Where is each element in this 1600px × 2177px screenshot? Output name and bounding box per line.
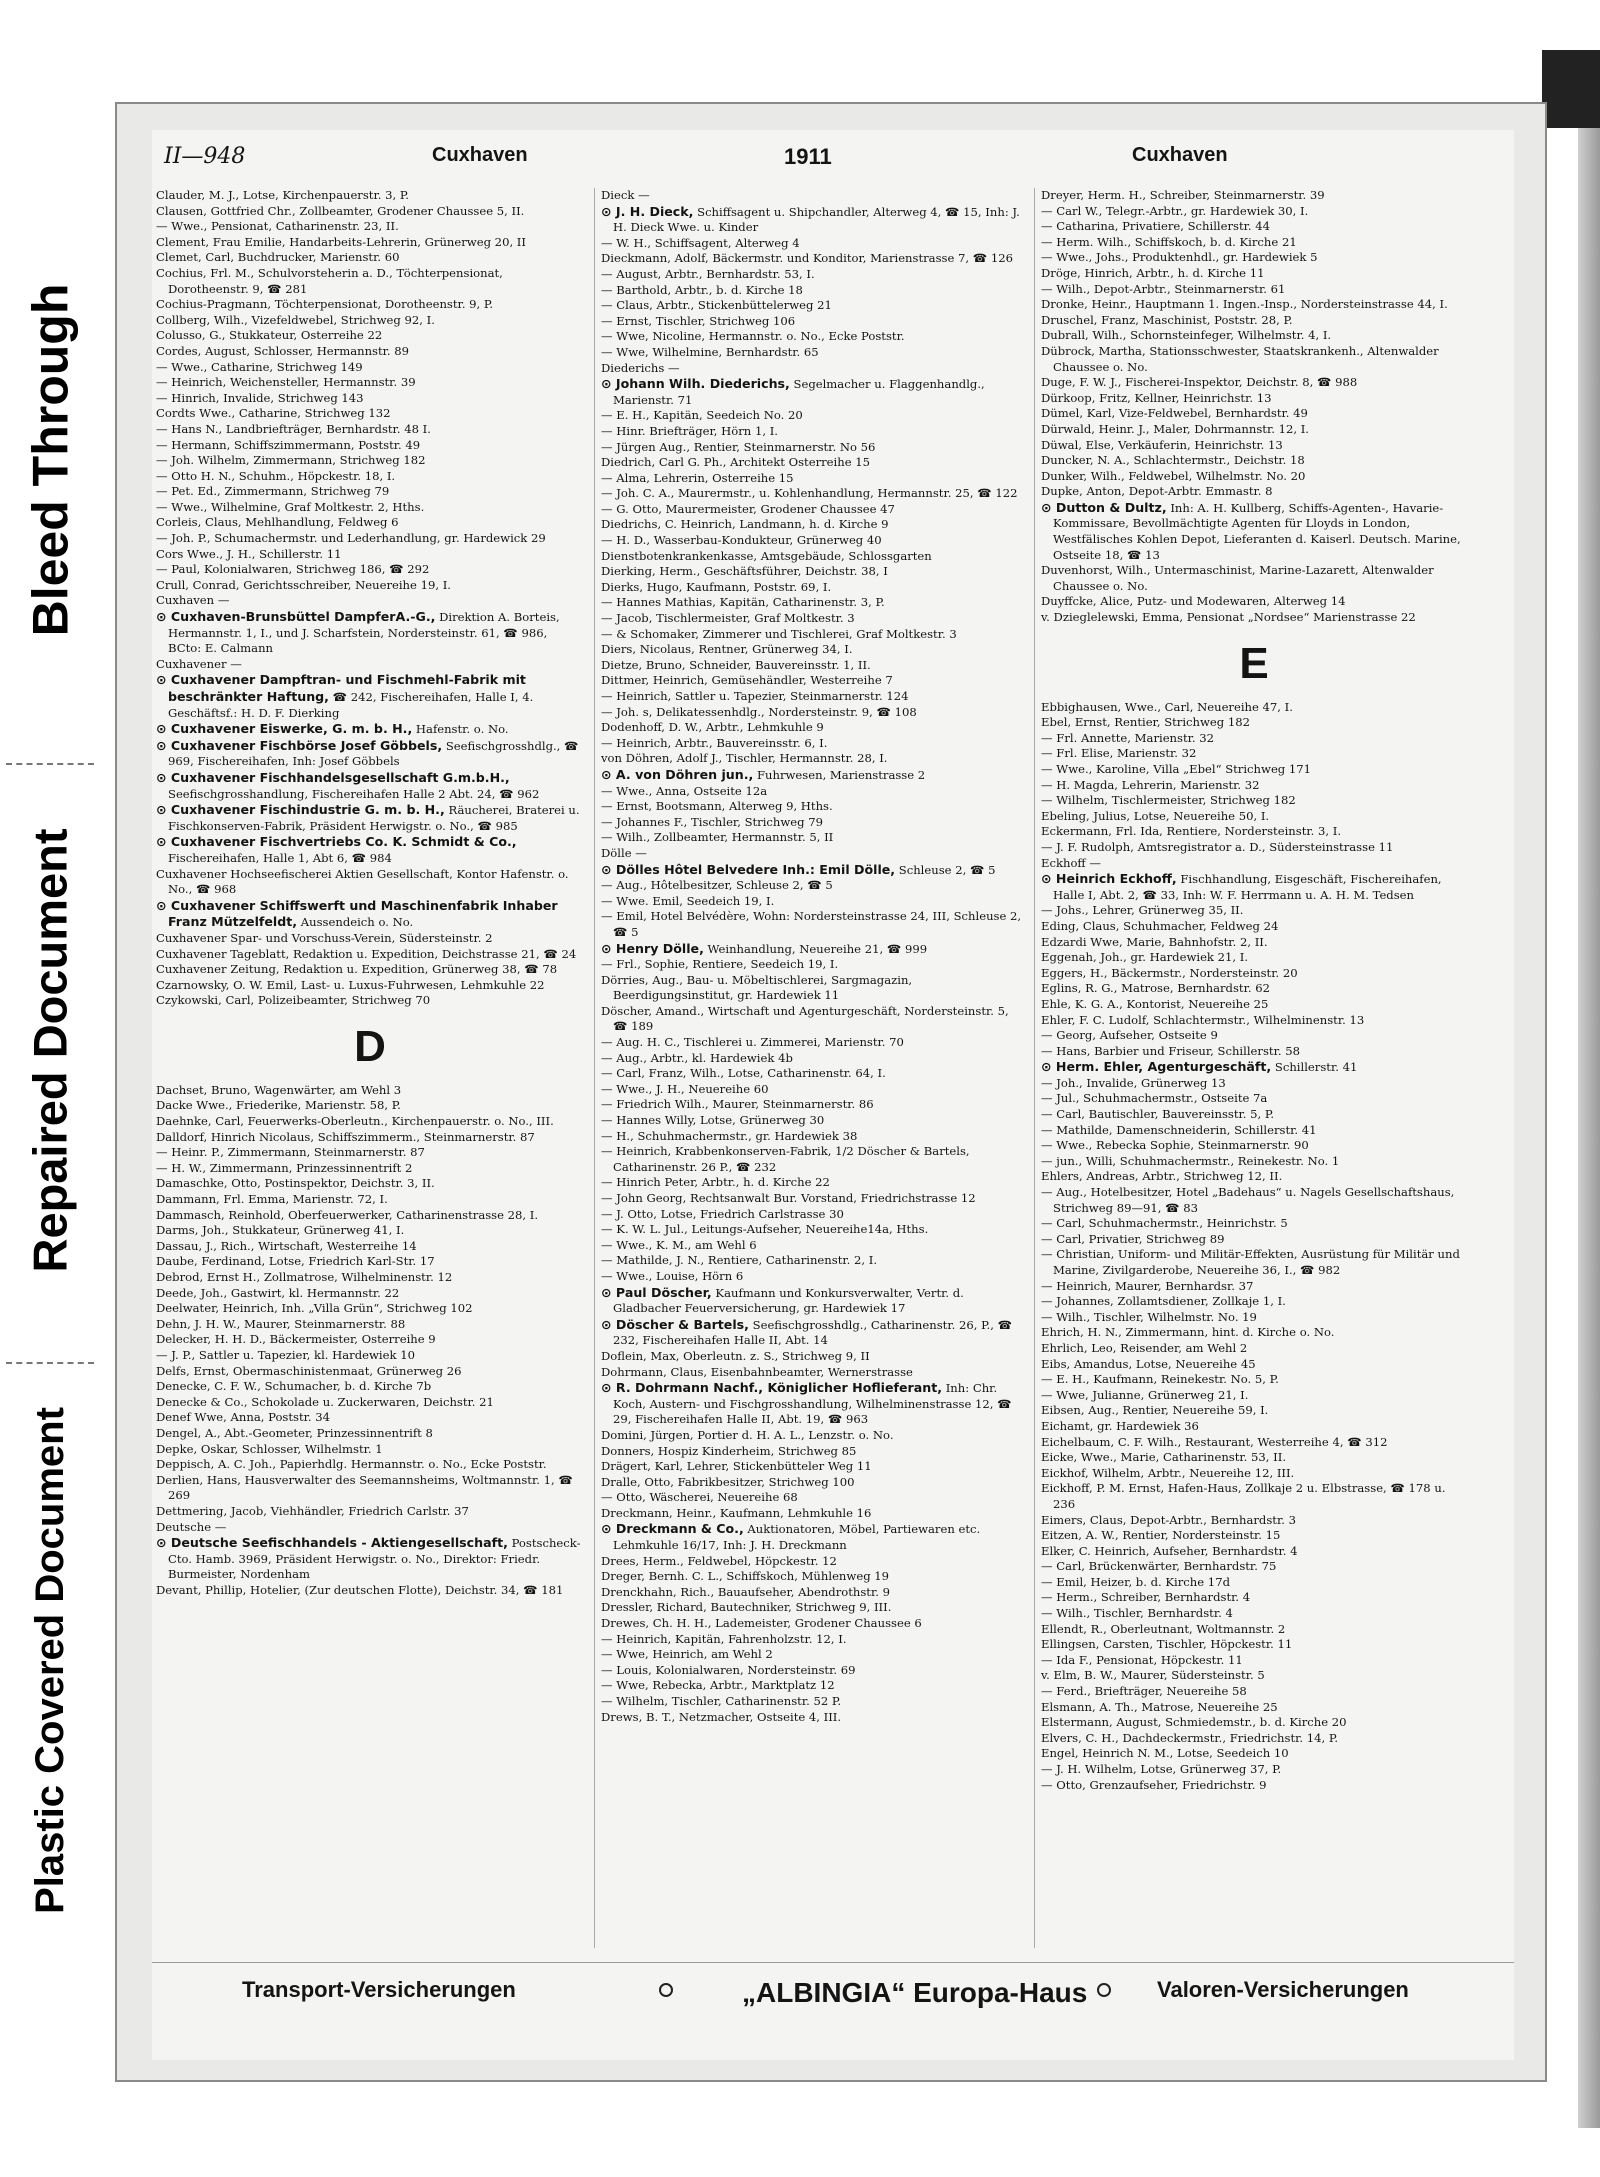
directory-entry: — Carl W., Telegr.-Arbtr., gr. Hardewiek 30, I. <box>1041 203 1309 218</box>
directory-entry: ⊙ Cuxhavener Fischbörse Josef Göbbels, Seefischgrosshdlg., ☎ 969, Fischereihafen, Inh: Josef Göbbels <box>156 737 579 769</box>
directory-entry: — Joh., Invalide, Grünerweg 13 <box>1041 1075 1226 1090</box>
directory-entry: Dieck — <box>601 188 650 202</box>
directory-entry: ⊙ Döscher & Bartels, Seefischgrosshdlg., Catharinenstr. 26, P., ☎ 232, Fischereihafen Halle II, Abt. 14 <box>601 1316 1013 1348</box>
directory-entry: — Carl, Bautischler, Bauvereinsstr. 5, P. <box>1041 1107 1275 1122</box>
directory-entry: — Paul, Kolonialwaren, Strichweg 186, ☎ 292 <box>156 562 430 577</box>
directory-entry: — Johannes, Zollamtsdiener, Zollkaje 1, I. <box>1041 1294 1286 1309</box>
directory-entry: ⊙ Dreckmann & Co., Auktionatoren, Möbel, Partiewaren etc. Lehmkuhle 16/17, Inh: J. H. Dreckmann <box>601 1521 981 1553</box>
directory-entry: Daube, Ferdinand, Lotse, Friedrich Karl-Str. 17 <box>156 1254 435 1269</box>
directory-entry: — Aug. H. C., Tischlerei u. Zimmerei, Marienstr. 70 <box>601 1035 904 1050</box>
directory-entry: Duge, F. W. J., Fischerei-Inspektor, Deichstr. 8, ☎ 988 <box>1041 375 1358 390</box>
directory-entry: Ebel, Ernst, Rentier, Strichweg 182 <box>1041 715 1251 730</box>
directory-entry: ⊙ Heinrich Eckhoff, Fischhandlung, Eisgeschäft, Fischereihafen, Halle I, Abt. 2, ☎ 33, Inh: W. F. Herrmann u. A. H. M. Tedsen <box>1041 871 1442 902</box>
bleed-through-text: Bleed Through <box>22 283 79 637</box>
directory-entry: Eichamt, gr. Hardewiek 36 <box>1041 1418 1199 1433</box>
header-year: 1911 <box>784 144 832 169</box>
footer-transport: Transport-Versicherungen <box>242 1977 516 2002</box>
directory-entry: — Barthold, Arbtr., b. d. Kirche 18 <box>601 282 803 297</box>
directory-entry: ⊙ Johann Wilh. Diederichs, Segelmacher u. Flaggenhandlg., Marienstr. 71 <box>601 376 985 407</box>
directory-entry: Diederichs — <box>601 360 680 375</box>
scanned-page <box>152 130 1514 2060</box>
directory-entry: — Johs., Lehrer, Grünerweg 35, II. <box>1041 903 1244 918</box>
directory-entry: Ehlers, Andreas, Arbtr., Strichweg 12, II. <box>1041 1169 1283 1184</box>
directory-entry: Cordts Wwe., Catharine, Strichweg 132 <box>156 406 391 421</box>
directory-entry: — Friedrich Wilh., Maurer, Steinmarnerstr. 86 <box>601 1097 874 1112</box>
directory-entry: — Ferd., Briefträger, Neuereihe 58 <box>1041 1684 1247 1699</box>
directory-entry: Dammann, Frl. Emma, Marienstr. 72, I. <box>156 1192 388 1207</box>
directory-entry: Dronke, Heinr., Hauptmann 1. Ingen.-Insp., Nordersteinstrasse 44, I. <box>1041 297 1448 312</box>
directory-entry: — Heinrich, Krabbenkonserven-Fabrik, 1/2 Döscher & Bartels, Catharinenstr. 26 P., ☎ 232 <box>601 1144 970 1174</box>
directory-entry: ⊙ A. von Döhren jun., Fuhrwesen, Marienstrasse 2 <box>601 766 926 782</box>
directory-entry: Eibs, Amandus, Lotse, Neuereihe 45 <box>1041 1356 1256 1371</box>
directory-entry: Darms, Joh., Stukkateur, Grünerweg 41, I. <box>156 1223 405 1238</box>
directory-entry: Crull, Conrad, Gerichtsschreiber, Neuereihe 19, I. <box>156 577 451 592</box>
directory-entry: — Wwe., Johs., Produktenhdl., gr. Hardewiek 5 <box>1041 250 1318 265</box>
directory-entry: — Jacob, Tischlermeister, Graf Moltkestr. 3 <box>601 611 855 626</box>
directory-entry: Elvers, C. H., Dachdeckermstr., Friedrichstr. 14, P. <box>1041 1730 1339 1745</box>
directory-column-1 <box>156 188 584 1948</box>
directory-entry: — J. F. Rudolph, Amtsregistrator a. D., Südersteinstrasse 11 <box>1041 839 1394 854</box>
directory-entry: — Wwe., Louise, Hörn 6 <box>601 1268 744 1283</box>
directory-entry: Delfs, Ernst, Obermaschinistenmaat, Grünerweg 26 <box>156 1363 462 1378</box>
scan-edge-mark <box>1542 50 1600 128</box>
directory-entry: — Pet. Ed., Zimmermann, Strichweg 79 <box>156 484 390 499</box>
directory-entry: — Otto H. N., Schuhm., Höpckestr. 18, I. <box>156 468 396 483</box>
directory-entry: Damaschke, Otto, Postinspektor, Deichstr. 3, II. <box>156 1176 435 1191</box>
directory-entry: — Carl, Privatier, Strichweg 89 <box>1041 1231 1225 1246</box>
directory-entry: Derlien, Hans, Hausverwalter des Seemannsheims, Woltmannstr. 1, ☎ 269 <box>156 1472 573 1503</box>
directory-entry: — Wilh., Depot-Arbtr., Steinmarnerstr. 61 <box>1041 281 1286 296</box>
directory-entry: — Heinrich, Kapitän, Fahrenholzstr. 12, I. <box>601 1631 847 1646</box>
directory-entry: — jun., Willi, Schuhmachermstr., Reinekestr. No. 1 <box>1041 1153 1340 1168</box>
directory-entry: — Aug., Hotelbesitzer, Hotel „Badehaus“ u. Nagels Gesellschaftshaus, Strichweg 89—91, ☎ 83 <box>1041 1185 1455 1215</box>
directory-entry: — Wilh., Zollbeamter, Hermannstr. 5, II <box>601 830 834 845</box>
directory-entry: Eglins, R. G., Matrose, Bernhardstr. 62 <box>1041 981 1270 996</box>
directory-entry: Dachset, Bruno, Wagenwärter, am Wehl 3 <box>156 1082 402 1097</box>
directory-entry: Düwal, Else, Verkäuferin, Heinrichstr. 13 <box>1041 437 1283 452</box>
directory-entry: — Heinrich, Maurer, Bernhardsr. 37 <box>1041 1278 1254 1293</box>
directory-entry: Deelwater, Heinrich, Inh. „Villa Grün“, Strichweg 102 <box>156 1301 473 1316</box>
directory-entry: ⊙ Cuxhavener Schiffswerft und Maschinenfabrik Inhaber Franz Mützelfeldt, Aussendeich o. No. <box>156 897 558 930</box>
directory-entry: Donners, Hospiz Kinderheim, Strichweg 85 <box>601 1443 857 1458</box>
directory-entry: — Ida F., Pensionat, Höpckestr. 11 <box>1041 1652 1243 1667</box>
directory-entry: — Heinrich, Sattler u. Tapezier, Steinmarnerstr. 124 <box>601 689 909 703</box>
directory-entry: — Wwe., K. M., am Wehl 6 <box>601 1237 757 1252</box>
directory-entry: — Ernst, Tischler, Strichweg 106 <box>601 313 796 328</box>
directory-entry: Dressler, Richard, Bautechniker, Strichweg 9, III. <box>601 1600 892 1615</box>
directory-entry: Dierks, Hugo, Kaufmann, Poststr. 69, I. <box>601 579 832 594</box>
directory-entry: — Wwe. Emil, Seedeich 19, I. <box>601 893 775 908</box>
directory-entry: Denecke & Co., Schokolade u. Zuckerwaren, Deichstr. 21 <box>156 1394 494 1409</box>
directory-entry: — Emil, Hotel Belvédère, Wohn: Nordersteinstrasse 24, III, Schleuse 2, ☎ 5 <box>601 909 1022 939</box>
directory-entry: — August, Arbtr., Bernhardstr. 53, I. <box>601 266 815 281</box>
directory-entry: Eding, Claus, Schuhmacher, Feldweg 24 <box>1041 918 1279 933</box>
directory-entry: — Johannes F., Tischler, Strichweg 79 <box>601 814 824 829</box>
directory-entry: — Hans, Barbier und Friseur, Schillerstr. 58 <box>1041 1043 1300 1058</box>
directory-entry: Cuxhavener — <box>156 656 242 671</box>
directory-entry: — K. W. L. Jul., Leitungs-Aufseher, Neuereihe14a, Hths. <box>601 1222 929 1237</box>
directory-entry: Clemet, Carl, Buchdrucker, Marienstr. 60 <box>156 250 400 265</box>
directory-entry: — Wwe, Rebecka, Arbtr., Marktplatz 12 <box>601 1678 835 1693</box>
directory-entry: Ellendt, R., Oberleutnant, Woltmannstr. 2 <box>1041 1621 1286 1636</box>
directory-entry: — Wwe., Rebecka Sophie, Steinmarnerstr. 90 <box>1041 1138 1309 1153</box>
directory-entry: — Wwe., Pensionat, Catharinenstr. 23, II. <box>156 219 399 234</box>
directory-entry: — Wwe, Heinrich, am Wehl 2 <box>601 1647 773 1662</box>
directory-entry: — Joh. s, Delikatessenhdlg., Nordersteinstr. 9, ☎ 108 <box>601 704 917 719</box>
section-letter: E <box>1239 638 1269 688</box>
directory-entry: Eickhof, Wilhelm, Arbtr., Neuereihe 12, III. <box>1041 1465 1295 1480</box>
directory-entry: Eimers, Claus, Depot-Arbtr., Bernhardstr. 3 <box>1041 1512 1296 1527</box>
advertisement-footer <box>152 1962 1514 2023</box>
directory-entry: — Aug., Arbtr., kl. Hardewiek 4b <box>601 1050 793 1065</box>
directory-entry: Dreger, Bernh. C. L., Schiffskoch, Mühlenweg 19 <box>601 1569 890 1584</box>
directory-entry: — Wwe, Nicoline, Hermannstr. o. No., Ecke Poststr. <box>601 329 905 344</box>
directory-entry: Drewes, Ch. H. H., Lademeister, Grodener Chaussee 6 <box>601 1616 922 1631</box>
directory-entry: Druschel, Franz, Maschinist, Poststr. 28, P. <box>1041 312 1293 327</box>
directory-entry: — W. H., Schiffsagent, Alterweg 4 <box>601 235 800 250</box>
page-number: II—948 <box>164 144 246 169</box>
directory-entry: Czykowski, Carl, Polizeibeamter, Strichweg 70 <box>156 993 431 1008</box>
directory-entry: Dübrock, Martha, Stationsschwester, Staatskrankenh., Altenwalder Chaussee o. No. <box>1041 343 1439 374</box>
directory-entry: — Georg, Aufseher, Ostseite 9 <box>1041 1028 1218 1043</box>
repaired-document-label <box>0 780 100 1320</box>
directory-entry: Dammasch, Reinhold, Oberfeuerwerker, Catharinenstrasse 28, I. <box>156 1207 539 1222</box>
directory-entry: — Joh. P., Schumachermstr. und Lederhandlung, gr. Hardewick 29 <box>156 531 546 546</box>
directory-entry: — Hannes Willy, Lotse, Grünerweg 30 <box>601 1113 825 1128</box>
directory-entry: — Alma, Lehrerin, Osterreihe 15 <box>601 470 794 485</box>
directory-entry: Cuxhavener Tageblatt, Redaktion u. Expedition, Deichstrasse 21, ☎ 24 <box>156 946 577 961</box>
directory-entry: Dreckmann, Heinr., Kaufmann, Lehmkuhle 16 <box>601 1505 872 1520</box>
directory-entry: — John Georg, Rechtsanwalt Bur. Vorstand, Friedrichstrasse 12 <box>601 1191 976 1205</box>
directory-entry: Clement, Frau Emilie, Handarbeits-Lehrerin, Grünerweg 20, II <box>156 234 526 249</box>
directory-entry: — Wilh., Tischler, Wilhelmstr. No. 19 <box>1041 1309 1257 1324</box>
directory-entry: — Aug., Hôtelbesitzer, Schleuse 2, ☎ 5 <box>601 878 833 893</box>
directory-entry: Dubrall, Wilh., Schornsteinfeger, Wilhelmstr. 4, I. <box>1041 328 1332 343</box>
directory-entry: — Carl, Franz, Wilh., Lotse, Catharinenstr. 64, I. <box>601 1066 886 1081</box>
directory-entry: Cochius, Frl. M., Schulvorsteherin a. D., Töchterpensionat, Dorotheenstr. 9, ☎ 281 <box>156 265 503 296</box>
directory-entry: Dassau, J., Rich., Wirtschaft, Westerreihe 14 <box>156 1238 417 1253</box>
directory-entry: ⊙ Deutsche Seefischhandels - Aktiengesellschaft, Postscheck-Cto. Hamb. 3969, Präsident Herwigstr. o. No., Direktor: Friedr. Burmeister, Nordenham <box>156 1535 581 1582</box>
bullet-ring-icon <box>1097 1983 1111 1997</box>
directory-entry: ⊙ Henry Dölle, Weinhandlung, Neuereihe 21, ☎ 999 <box>601 940 928 956</box>
directory-entry: Drenckhahn, Rich., Bauaufseher, Abendrothstr. 9 <box>601 1584 890 1599</box>
directory-entry: — Mathilde, Damenschneiderin, Schillerstr. 41 <box>1041 1122 1317 1137</box>
directory-entry: Dölle — <box>601 845 647 860</box>
directory-entry: — Claus, Arbtr., Stickenbüttelerweg 21 <box>601 298 832 313</box>
directory-entry: ⊙ Cuxhavener Fischvertriebs Co. K. Schmidt & Co., Fischereihafen, Halle 1, Abt 6, ☎ 984 <box>156 834 517 865</box>
directory-entry: — Carl, Schuhmachermstr., Heinrichstr. 5 <box>1041 1216 1288 1231</box>
directory-entry: ⊙ Cuxhavener Fischindustrie G. m. b. H., Räucherei, Braterei u. Fischkonserven-Fabrik, Präsident Herwigstr. o. No., ☎ 985 <box>156 802 580 833</box>
directory-entry: v. Dzieglelewski, Emma, Pensionat „Nordsee“ Marienstrasse 22 <box>1041 610 1416 625</box>
directory-entry: Clauder, M. J., Lotse, Kirchenpauerstr. 3, P. <box>156 188 409 202</box>
directory-entry: Dietze, Bruno, Schneider, Bauvereinsstr. 1, II. <box>601 657 871 672</box>
directory-entry: — Mathilde, J. N., Rentiere, Catharinenstr. 2, I. <box>601 1253 878 1268</box>
directory-entry: Eckhoff — <box>1041 855 1101 870</box>
directory-entry: Dunker, Wilh., Feldwebel, Wilhelmstr. No. 20 <box>1041 468 1306 483</box>
directory-entry: Deppisch, A. C. Joh., Papierhdlg. Hermannstr. o. No., Ecke Poststr. <box>156 1457 547 1472</box>
directory-entry: — Wwe., J. H., Neuereihe 60 <box>601 1081 769 1096</box>
directory-entry: Dettmering, Jacob, Viehhändler, Friedrich Carlstr. 37 <box>156 1503 469 1518</box>
directory-entry: — Hans N., Landbriefträger, Bernhardstr. 48 I. <box>156 421 431 436</box>
directory-entry: Eggers, H., Bäckermstr., Nordersteinstr. 20 <box>1041 965 1298 980</box>
footer-albingia: „ALBINGIA“ Europa-Haus <box>742 1977 1088 2008</box>
directory-entry: Cuxhavener Spar- und Vorschuss-Verein, Südersteinstr. 2 <box>156 930 493 945</box>
directory-entry: Colusso, G., Stukkateur, Osterreihe 22 <box>156 328 383 343</box>
directory-entry: Dürwald, Heinr. J., Maler, Dohrmannstr. 12, I. <box>1041 421 1309 436</box>
directory-entry: Ehler, F. C. Ludolf, Schlachtermstr., Wilhelminenstr. 13 <box>1041 1012 1365 1027</box>
directory-entry: — Emil, Heizer, b. d. Kirche 17d <box>1041 1574 1230 1589</box>
directory-entry: ⊙ Dutton & Dultz, Inh: A. H. Kullberg, Schiffs-Agenten-, Havarie-Kommissare, Bevollmächtigte Agenten für Lloyds in London, Westfälisches Kohlen Depot, Lieferanten d. Kaiserl. Deutsch. Marine, Ostseite 18, ☎ 13 <box>1041 499 1461 562</box>
directory-entry: — E. H., Kaufmann, Reinekestr. No. 5, P. <box>1041 1372 1279 1387</box>
directory-entry: — Heinrich, Arbtr., Bauvereinsstr. 6, I. <box>601 735 828 750</box>
directory-entry: — H. W., Zimmermann, Prinzessinnentrift 2 <box>156 1160 413 1175</box>
directory-entry: Dalldorf, Hinrich Nicolaus, Schiffszimmerm., Steinmarnerstr. 87 <box>156 1129 535 1144</box>
directory-entry: Daehnke, Carl, Feuerwerks-Oberleutn., Kirchenpauerstr. o. No., III. <box>156 1114 554 1129</box>
directory-entry: Eggenah, Joh., gr. Hardewiek 21, I. <box>1041 950 1249 965</box>
directory-entry: Dierking, Herm., Geschäftsführer, Deichstr. 38, I <box>601 564 888 579</box>
directory-entry: Czarnowsky, O. W. Emil, Last- u. Luxus-Fuhrwesen, Lehmkuhle 22 <box>156 977 545 992</box>
directory-entry: Cochius-Pragmann, Töchterpensionat, Dorotheenstr. 9, P. <box>156 297 494 312</box>
label-divider <box>6 1362 94 1364</box>
directory-column-2 <box>594 188 1026 1948</box>
directory-entry: Duyffcke, Alice, Putz- und Modewaren, Alterweg 14 <box>1041 594 1346 609</box>
directory-entry: — J. Otto, Lotse, Friedrich Carlstrasse 30 <box>601 1206 844 1221</box>
directory-entry: Clausen, Gottfried Chr., Zollbeamter, Grodener Chaussee 5, II. <box>156 203 525 218</box>
directory-entry: — Frl. Annette, Marienstr. 32 <box>1041 730 1215 745</box>
directory-entry: ⊙ R. Dohrmann Nachf., Königlicher Hoflieferant, Inh: Chr. Koch, Austern- und Fischgrosshandlung, Wilhelminenstrasse 12, ☎ 29, Fischereihafen Halle II, Abt. 19, ☎ 963 <box>601 1380 1012 1427</box>
directory-entry: Cordes, August, Schlosser, Hermannstr. 89 <box>156 343 410 358</box>
directory-entry: ⊙ Cuxhaven-Brunsbüttel DampferA.-G., Direktion A. Borteis, Hermannstr. 1, I., und J. Scharfstein, Nordersteinstr. 61, ☎ 986, BCto: E. Calmann <box>156 609 560 656</box>
directory-entry: Dacke Wwe., Friederike, Marienstr. 58, P. <box>156 1098 401 1113</box>
bullet-ring-icon <box>659 1983 673 1997</box>
directory-entry: — Herm., Schreiber, Bernhardstr. 4 <box>1041 1590 1251 1605</box>
directory-entry: Collberg, Wilh., Vizefeldwebel, Strichweg 92, I. <box>156 312 435 327</box>
directory-entry: — Wwe, Wilhelmine, Bernhardstr. 65 <box>601 344 819 359</box>
directory-entry: — Jürgen Aug., Rentier, Steinmarnerstr. No 56 <box>601 439 876 454</box>
directory-entry: ⊙ Cuxhavener Dampftran- und Fischmehl-Fabrik mit beschränkter Haftung, ☎ 242, Fischereihafen, Halle I, 4. Geschäftsf.: H. D. F. Dierking <box>156 672 534 720</box>
directory-entry: — Heinr. P., Zimmermann, Steinmarnerstr. 87 <box>156 1145 425 1160</box>
directory-entry: Dupke, Anton, Depot-Arbtr. Emmastr. 8 <box>1041 484 1273 499</box>
directory-entry: Dröge, Hinrich, Arbtr., h. d. Kirche 11 <box>1041 265 1265 280</box>
directory-entry: ⊙ J. H. Dieck, Schiffsagent u. Shipchandler, Alterweg 4, ☎ 15, Inh: J. H. Dieck Wwe. u. Kinder <box>601 203 1020 235</box>
directory-entry: Cuxhaven — <box>156 593 230 608</box>
directory-entry: Eitzen, A. W., Rentier, Nordersteinstr. 15 <box>1041 1528 1281 1543</box>
directory-entry: Ellingsen, Carsten, Tischler, Höpckestr. 11 <box>1041 1637 1293 1652</box>
bleed-through-label <box>0 200 100 720</box>
directory-entry: Cors Wwe., J. H., Schillerstr. 11 <box>156 546 342 561</box>
directory-entry: Ebeling, Julius, Lotse, Neuereihe 50, I. <box>1041 808 1270 823</box>
directory-entry: Denecke, C. F. W., Schumacher, b. d. Kirche 7b <box>156 1379 432 1394</box>
directory-entry: — Wwe., Anna, Ostseite 12a <box>601 783 768 798</box>
directory-entry: — Frl., Sophie, Rentiere, Seedeich 19, I. <box>601 957 839 972</box>
directory-entry: Denef Wwe, Anna, Poststr. 34 <box>156 1410 331 1425</box>
directory-entry: — Wwe., Catharine, Strichweg 149 <box>156 359 363 374</box>
directory-entry: Dörries, Aug., Bau- u. Möbeltischlerei, Sargmagazin, Beerdigungsinstitut, gr. Hardewiek 11 <box>601 972 913 1003</box>
directory-entry: — H., Schuhmachermstr., gr. Hardewiek 38 <box>601 1128 858 1143</box>
plastic-covered-label <box>0 1380 100 1940</box>
directory-entry: — E. H., Kapitän, Seedeich No. 20 <box>601 408 803 423</box>
directory-entry: Dürkoop, Fritz, Kellner, Heinrichstr. 13 <box>1041 390 1272 405</box>
directory-entry: — Hinr. Briefträger, Hörn 1, I. <box>601 423 778 438</box>
repaired-document-text: Repaired Document <box>23 828 77 1272</box>
directory-entry: Döscher, Amand., Wirtschaft und Agenturgeschäft, Nordersteinstr. 5, ☎ 189 <box>601 1003 1009 1034</box>
directory-entry: ⊙ Dölles Hôtel Belvedere Inh.: Emil Dölle, Schleuse 2, ☎ 5 <box>601 861 996 877</box>
directory-entry: — Hinrich, Invalide, Strichweg 143 <box>156 390 364 405</box>
directory-entry: Eickhoff, P. M. Ernst, Hafen-Haus, Zollkaje 2 u. Elbstrasse, ☎ 178 u. 236 <box>1041 1481 1446 1511</box>
directory-entry: Elstermann, August, Schmiedemstr., b. d. Kirche 20 <box>1041 1715 1347 1730</box>
label-divider <box>6 763 94 765</box>
directory-entry: Eibsen, Aug., Rentier, Neuereihe 59, I. <box>1041 1403 1269 1418</box>
directory-entry: Diedrichs, C. Heinrich, Landmann, h. d. Kirche 9 <box>601 517 889 532</box>
directory-entry: Eicke, Wwe., Marie, Catharinenstr. 53, II. <box>1041 1450 1287 1465</box>
directory-entry: Cuxhavener Zeitung, Redaktion u. Expedition, Grünerweg 38, ☎ 78 <box>156 962 558 977</box>
directory-entry: von Döhren, Adolf J., Tischler, Hermannstr. 28, I. <box>601 751 888 766</box>
directory-entry: Dümel, Karl, Vize-Feldwebel, Bernhardstr. 49 <box>1041 406 1308 421</box>
directory-entry: Corleis, Claus, Mehlhandlung, Feldweg 6 <box>156 515 399 530</box>
directory-entry: Elsmann, A. Th., Matrose, Neuereihe 25 <box>1041 1699 1278 1714</box>
directory-entry: v. Elm, B. W., Maurer, Südersteinstr. 5 <box>1041 1668 1265 1683</box>
directory-entry: Delecker, H. H. D., Bäckermeister, Osterreihe 9 <box>156 1332 436 1347</box>
directory-entry: — J. P., Sattler u. Tapezier, kl. Hardewiek 10 <box>156 1347 415 1362</box>
directory-entry: Dienstbotenkrankenkasse, Amtsgebäude, Schlossgarten <box>601 548 932 563</box>
directory-entry: Duvenhorst, Wilh., Untermaschinist, Marine-Lazarett, Altenwalder Chaussee o. No. <box>1041 563 1434 593</box>
directory-entry: ⊙ Cuxhavener Fischhandelsgesellschaft G.m.b.H., Seefischgrosshandlung, Fischereihafen Halle 2 Abt. 24, ☎ 962 <box>156 769 540 801</box>
directory-entry: — Jul., Schuhmachermstr., Ostseite 7a <box>1041 1091 1268 1106</box>
document-sheet <box>115 102 1547 2082</box>
directory-entry: — Frl. Elise, Marienstr. 32 <box>1041 746 1197 761</box>
directory-entry: — Christian, Uniform- und Militär-Effekten, Ausrüstung für Militär und Marine, Zivilgarderobe, Neuereihe 36, I., ☎ 982 <box>1041 1247 1460 1277</box>
directory-entry: — Wilh., Tischler, Bernhardstr. 4 <box>1041 1606 1233 1621</box>
directory-entry: — Wwe, Julianne, Grünerweg 21, I. <box>1041 1387 1249 1402</box>
directory-entry: — Wilhelm, Tischler, Catharinenstr. 52 P. <box>601 1694 842 1708</box>
directory-column-3 <box>1034 188 1467 1948</box>
directory-entry: Dodenhoff, D. W., Arbtr., Lehmkuhle 9 <box>601 720 824 735</box>
directory-entry: Elker, C. Heinrich, Aufseher, Bernhardstr. 4 <box>1041 1543 1298 1558</box>
directory-entry: Dengel, A., Abt.-Geometer, Prinzessinnentrift 8 <box>156 1425 433 1440</box>
directory-entry: ⊙ Paul Döscher, Kaufmann und Konkursverwalter, Vertr. d. Gladbacher Feuerversicherung, gr. Hardewiek 17 <box>601 1284 964 1316</box>
directory-entry: — Wwe., Karoline, Villa „Ebel“ Strichweg 171 <box>1041 762 1312 776</box>
directory-entry: Dieckmann, Adolf, Bäckermstr. und Konditor, Marienstrasse 7, ☎ 126 <box>601 251 1014 266</box>
directory-entry: Dreyer, Herm. H., Schreiber, Steinmarnerstr. 39 <box>1041 188 1325 202</box>
directory-entry: Drews, B. T., Netzmacher, Ostseite 4, III. <box>601 1709 842 1724</box>
directory-entry: — Joh. C. A., Maurermstr., u. Kohlenhandlung, Hermannstr. 25, ☎ 122 <box>601 486 1018 501</box>
directory-entry: — Catharina, Privatiere, Schillerstr. 44 <box>1041 219 1271 234</box>
directory-entry: — Hinrich Peter, Arbtr., h. d. Kirche 22 <box>601 1175 830 1190</box>
directory-entry: — H. Magda, Lehrerin, Marienstr. 32 <box>1041 777 1260 792</box>
directory-entry: Diedrich, Carl G. Ph., Architekt Osterreihe 15 <box>601 455 870 470</box>
directory-entry: — Herm. Wilh., Schiffskoch, b. d. Kirche 21 <box>1041 234 1297 249</box>
directory-entry: — Louis, Kolonialwaren, Nordersteinstr. 69 <box>601 1662 856 1677</box>
directory-entry: Depke, Oskar, Schlosser, Wilhelmstr. 1 <box>156 1441 383 1456</box>
directory-entry: Dittmer, Heinrich, Gemüsehändler, Westerreihe 7 <box>601 673 893 688</box>
directory-entry: Ehrich, H. N., Zimmermann, hint. d. Kirche o. No. <box>1041 1325 1335 1340</box>
directory-entry: Dehn, J. H. W., Maurer, Steinmarnerstr. 88 <box>156 1316 406 1331</box>
directory-entry: — Joh. Wilhelm, Zimmermann, Strichweg 182 <box>156 453 426 468</box>
directory-entry: Dohrmann, Claus, Eisenbahnbeamter, Wernerstrasse <box>601 1364 913 1379</box>
directory-entry: Ehle, K. G. A., Kontorist, Neuereihe 25 <box>1041 996 1269 1011</box>
header-city-right: Cuxhaven <box>1132 144 1228 166</box>
directory-entry: Doflein, Max, Oberleutn. z. S., Strichweg 9, II <box>601 1348 870 1363</box>
directory-entry: Eichelbaum, C. F. Wilh., Restaurant, Westerreihe 4, ☎ 312 <box>1041 1434 1388 1449</box>
directory-entry: Dralle, Otto, Fabrikbesitzer, Strichweg 100 <box>601 1474 855 1489</box>
directory-entry: Deede, Joh., Gastwirt, kl. Hermannstr. 22 <box>156 1285 400 1300</box>
directory-entry: — H. D., Wasserbau-Kondukteur, Grünerweg 40 <box>601 533 882 548</box>
directory-entry: Duncker, N. A., Schlachtermstr., Deichstr. 18 <box>1041 453 1305 468</box>
directory-entry: — J. H. Wilhelm, Lotse, Grünerweg 37, P. <box>1041 1762 1282 1776</box>
footer-valoren: Valoren-Versicherungen <box>1157 1977 1409 2002</box>
directory-entry: — Wwe., Wilhelmine, Graf Moltkestr. 2, Hths. <box>156 499 425 514</box>
directory-entry: ⊙ Cuxhavener Eiswerke, G. m. b. H., Hafenstr. o. No. <box>156 721 509 737</box>
directory-entry: — G. Otto, Maurermeister, Grodener Chaussee 47 <box>601 501 895 516</box>
directory-entry: — Hermann, Schiffszimmermann, Poststr. 49 <box>156 437 421 452</box>
header-city-left: Cuxhaven <box>432 144 528 166</box>
page-edge-shadow <box>1578 128 1600 2128</box>
directory-entry: — Otto, Wäscherei, Neuereihe 68 <box>601 1490 798 1505</box>
directory-entry: — Wilhelm, Tischlermeister, Strichweg 182 <box>1041 793 1296 808</box>
directory-entry: — & Schomaker, Zimmerer und Tischlerei, Graf Moltkestr. 3 <box>601 626 957 641</box>
page-header <box>152 130 1514 180</box>
directory-entry: ⊙ Herm. Ehler, Agenturgeschäft, Schillerstr. 41 <box>1041 1059 1358 1075</box>
directory-entry: Drees, Herm., Feldwebel, Höpckestr. 12 <box>601 1553 837 1568</box>
directory-entry: Ebbighausen, Wwe., Carl, Neuereihe 47, I. <box>1041 699 1293 714</box>
directory-entry: — Ernst, Bootsmann, Alterweg 9, Hths. <box>601 799 833 814</box>
directory-entry: — Heinrich, Weichensteller, Hermannstr. 39 <box>156 375 416 390</box>
directory-entry: Ehrlich, Leo, Reisender, am Wehl 2 <box>1041 1340 1248 1355</box>
directory-entry: — Hannes Mathias, Kapitän, Catharinenstr. 3, P. <box>601 595 885 610</box>
directory-entry: Diers, Nicolaus, Rentner, Grünerweg 34, I. <box>601 642 853 657</box>
directory-entry: Cuxhavener Hochseefischerei Aktien Gesellschaft, Kontor Hafenstr. o. No., ☎ 968 <box>156 866 569 897</box>
directory-entry: Eckermann, Frl. Ida, Rentiere, Nordersteinstr. 3, I. <box>1041 824 1341 839</box>
section-letter: D <box>354 1021 386 1071</box>
directory-entry: Domini, Jürgen, Portier d. H. A. L., Lenzstr. o. No. <box>601 1427 894 1442</box>
directory-entry: Devant, Phillip, Hotelier, (Zur deutschen Flotte), Deichstr. 34, ☎ 181 <box>156 1582 564 1597</box>
plastic-covered-text: Plastic Covered Document <box>27 1406 72 1914</box>
directory-entry: — Otto, Grenzaufseher, Friedrichstr. 9 <box>1041 1777 1267 1792</box>
directory-entry: Drägert, Karl, Lehrer, Stickenbütteler Weg 11 <box>601 1459 872 1474</box>
directory-entry: Deutsche — <box>156 1519 227 1534</box>
directory-entry: — Carl, Brückenwärter, Bernhardstr. 75 <box>1041 1559 1277 1574</box>
directory-entry: Engel, Heinrich N. M., Lotse, Seedeich 10 <box>1041 1746 1289 1761</box>
directory-entry: Debrod, Ernst H., Zollmatrose, Wilhelminenstr. 12 <box>156 1270 453 1284</box>
directory-entry: Edzardi Wwe, Marie, Bahnhofstr. 2, II. <box>1041 934 1268 949</box>
